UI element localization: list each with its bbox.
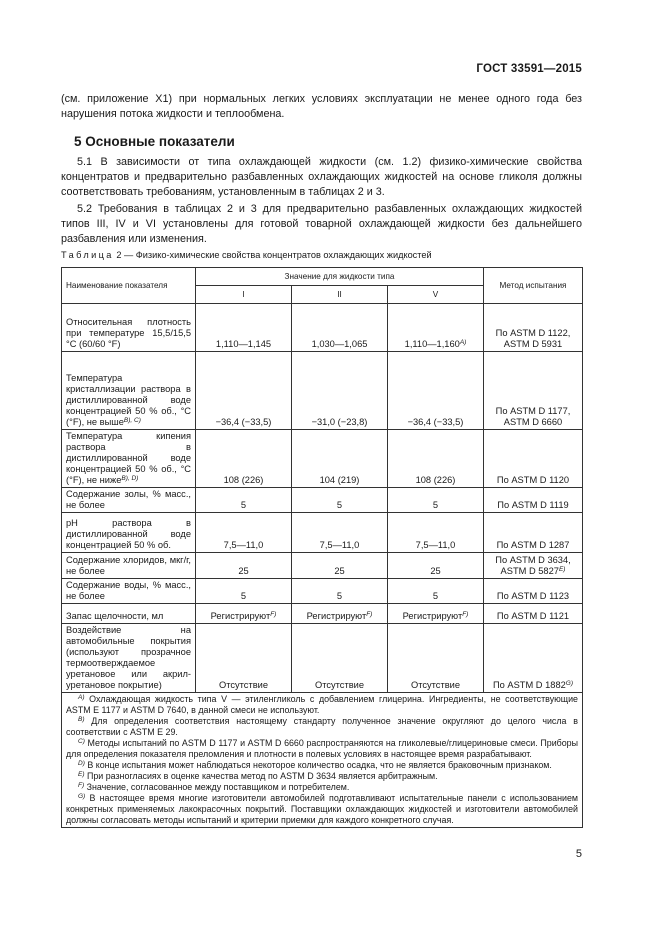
header-method: Метод испытания	[484, 268, 583, 304]
cell-type-2	[292, 553, 388, 579]
properties-table	[61, 267, 583, 828]
cell-indicator-text: Содержание воды, % масс., не более	[66, 580, 191, 601]
cell-type-2-text: 1,030—1,065	[311, 339, 368, 349]
footnote-mark: F)	[78, 782, 85, 789]
footnote-mark: E)	[78, 771, 85, 778]
table-row	[62, 513, 583, 553]
cell-indicator-text: Воздействие на автомобильные покрытия (используют прозрачное термоотверждаемое уретановое или акрил-уретановое покрытие)	[66, 625, 191, 690]
cell-indicator	[62, 579, 196, 604]
cell-type-5-text: 108 (226)	[415, 475, 456, 485]
footnote-text: В конце испытания может наблюдаться некоторое количество осадка, что не является браковочным признаком.	[84, 760, 552, 770]
cell-type-1-text: 108 (226)	[223, 475, 264, 485]
footnote	[66, 793, 578, 826]
cell-type-5	[388, 352, 484, 430]
cell-type-2-text: Регистрируют	[306, 611, 367, 621]
cell-type-2	[292, 604, 388, 624]
footnote-mark: C)	[78, 738, 85, 745]
cell-method	[484, 430, 583, 488]
header-type-5: V	[388, 286, 484, 304]
cell-type-5-text: 25	[430, 566, 441, 576]
header-name: Наименование показателя	[62, 268, 196, 304]
cell-indicator	[62, 513, 196, 553]
table-row	[62, 304, 583, 352]
cell-type-2	[292, 352, 388, 430]
cell-type-2-text: 104 (219)	[319, 475, 360, 485]
cell-method-text: По ASTM D 1177, ASTM D 6660	[495, 406, 571, 427]
footnote-ref: F)	[366, 611, 373, 618]
cell-type-1-text: 1,110—1,145	[215, 339, 272, 349]
cell-indicator-text: Запас щелочности, мл	[66, 611, 164, 621]
cell-type-1	[196, 604, 292, 624]
footnote-ref: B), C)	[123, 417, 141, 424]
footnote-mark: B)	[78, 716, 85, 723]
page-number: 5	[575, 848, 582, 860]
cell-type-1	[196, 352, 292, 430]
footnote-mark: D)	[78, 760, 85, 767]
table-caption-label: Таблица	[61, 250, 114, 260]
table-row	[62, 352, 583, 430]
footnote-text: Методы испытаний по ASTM D 1177 и ASTM D 6660 распространяются на гликолевые/глицериновые смеси. Приборы для определения показателя преломления и плотности в полевых условиях в настоящее время разрабатывают.	[66, 738, 578, 759]
table-row	[62, 579, 583, 604]
cell-indicator-text: Содержание хлоридов, мкг/г, не более	[66, 555, 191, 576]
cell-indicator-text: pH раствора в дистиллированной воде концентрацией 50 % об.	[66, 518, 191, 550]
cell-indicator-text: Температура кристаллизации раствора в дистиллированной воде концентрацией 50 % об., °C (°F), не выше	[66, 373, 191, 427]
cell-method-text: По ASTM D 3634, ASTM D 5827	[495, 555, 571, 576]
footnote	[66, 782, 578, 793]
footnote-mark: A)	[78, 694, 85, 701]
cell-type-5-text: Регистрируют	[402, 611, 463, 621]
cell-method-text: По ASTM D 1882	[492, 680, 566, 690]
cell-type-1-text: −36,4 (−33,5)	[215, 417, 272, 427]
cell-indicator	[62, 553, 196, 579]
paragraph-5-1: 5.1 В зависимости от типа охлаждающей жидкости (см. 1.2) физико-химические свойства концентратов и предварительно разбавленных охлаждающих жидкостей на основе гликоля должны соответствовать требованиям, установленным в таблицах 2 и 3.	[61, 156, 582, 198]
cell-type-1-text: 25	[238, 566, 249, 576]
cell-type-1	[196, 513, 292, 553]
cell-indicator	[62, 624, 196, 693]
cell-method	[484, 304, 583, 352]
cell-indicator	[62, 430, 196, 488]
cell-indicator	[62, 488, 196, 513]
cell-type-2	[292, 624, 388, 693]
footnote-ref: A)	[459, 339, 467, 346]
table-caption-text: 2 — Физико-химические свойства концентратов охлаждающих жидкостей	[113, 250, 432, 260]
cell-method	[484, 624, 583, 693]
cell-indicator	[62, 352, 196, 430]
cell-indicator-text: Содержание золы, % масс., не более	[66, 489, 191, 510]
cell-type-2-text: 7,5—11,0	[319, 540, 360, 550]
footnote-ref: E)	[558, 566, 566, 573]
footnote	[66, 738, 578, 760]
footnote-ref: G)	[565, 680, 574, 687]
header-type-2: II	[292, 286, 388, 304]
footnote	[66, 694, 578, 716]
table-row	[62, 553, 583, 579]
cell-type-2-text: 5	[336, 591, 343, 601]
footnote-text: При разногласиях в оценке качества метод по ASTM D 3634 является арбитражным.	[84, 771, 438, 781]
footnote-ref: F)	[270, 611, 277, 618]
cell-method-text: По ASTM D 1120	[496, 475, 570, 485]
cell-type-1-text: Регистрируют	[210, 611, 271, 621]
cell-method	[484, 604, 583, 624]
cell-type-5	[388, 430, 484, 488]
cell-type-2-text: 25	[334, 566, 345, 576]
cell-type-5-text: Отсутствие	[410, 680, 461, 690]
cell-type-5	[388, 579, 484, 604]
cell-type-1-text: 5	[240, 500, 247, 510]
cell-method-text: По ASTM D 1119	[497, 500, 569, 510]
footnote-text: В настоящее время многие изготовители автомобилей подготавливают испытательные панели с использованием конкретных применяемых лакокрасочных покрытий. Поставщики охлаждающих жидкостей и изготовители автомобилей должны согласовать методы испытаний и критерии приемки для каждого конкретного случая.	[66, 793, 578, 825]
cell-type-1	[196, 430, 292, 488]
table-row	[62, 430, 583, 488]
cell-type-1-text: Отсутствие	[218, 680, 269, 690]
cell-indicator	[62, 304, 196, 352]
cell-method	[484, 553, 583, 579]
cell-method	[484, 513, 583, 553]
section-paragraphs	[61, 155, 582, 249]
cell-type-1	[196, 579, 292, 604]
footnote	[66, 716, 578, 738]
cell-type-5	[388, 624, 484, 693]
cell-type-2-text: −31,0 (−23,8)	[311, 417, 368, 427]
cell-type-5-text: −36,4 (−33,5)	[407, 417, 464, 427]
cell-type-5-text: 5	[432, 591, 439, 601]
cell-type-2	[292, 513, 388, 553]
table-caption	[61, 250, 432, 260]
cell-method-text: По ASTM D 1287	[496, 540, 570, 550]
cell-type-5	[388, 304, 484, 352]
footnote	[66, 771, 578, 782]
cell-type-2	[292, 579, 388, 604]
cell-type-2	[292, 488, 388, 513]
footnote-ref: F)	[462, 611, 469, 618]
footnote-text: Для определения соответствия настоящему стандарту полученное значение округляют до целого числа в соответствии с ASTM E 29.	[66, 716, 578, 737]
intro-text: (см. приложение X1) при нормальных легких условиях эксплуатации не менее одного года без нарушения потока жидкости и теплообмена.	[61, 93, 582, 120]
cell-type-5	[388, 604, 484, 624]
table-row	[62, 624, 583, 693]
table-row	[62, 604, 583, 624]
cell-type-2	[292, 430, 388, 488]
cell-type-1	[196, 553, 292, 579]
cell-type-5-text: 1,110—1,160	[404, 339, 460, 349]
footnote-text: Значение, согласованное между поставщиком и потребителем.	[84, 782, 350, 792]
cell-type-5-text: 5	[432, 500, 439, 510]
cell-type-2-text: 5	[336, 500, 343, 510]
cell-indicator-text: Относительная плотность при температуре 15,5/15,5 °C (60/60 °F)	[66, 317, 191, 349]
cell-type-1	[196, 304, 292, 352]
footnote-ref: B), D)	[121, 475, 139, 482]
cell-method-text: По ASTM D 1122, ASTM D 5931	[495, 328, 571, 349]
cell-method-text: По ASTM D 1123	[496, 591, 570, 601]
cell-indicator-text: Температура кипения раствора в дистиллированной воде концентрацией 50 % об., °C (°F), не ниже	[66, 431, 191, 485]
cell-type-5	[388, 513, 484, 553]
cell-type-5-text: 7,5—11,0	[415, 540, 456, 550]
table-row	[62, 488, 583, 513]
cell-method	[484, 352, 583, 430]
paragraph-5-2: 5.2 Требования в таблицах 2 и 3 для предварительно разбавленных охлаждающих жидкостей типов III, IV и VI установлены для готовой товарной охлаждающей жидкости без дальнейшего разбавления или изменения.	[61, 203, 582, 245]
cell-type-1	[196, 624, 292, 693]
cell-type-2-text: Отсутствие	[314, 680, 365, 690]
header-type-1: I	[196, 286, 292, 304]
cell-method-text: По ASTM D 1121	[496, 611, 570, 621]
cell-type-1	[196, 488, 292, 513]
cell-method	[484, 488, 583, 513]
section-title: 5 Основные показатели	[74, 134, 235, 149]
document-code: ГОСТ 33591—2015	[476, 63, 582, 75]
cell-method	[484, 579, 583, 604]
footnote	[66, 760, 578, 771]
header-value-group: Значение для жидкости типа	[196, 268, 484, 286]
cell-type-5	[388, 488, 484, 513]
table-footnotes	[62, 693, 583, 828]
cell-type-5	[388, 553, 484, 579]
cell-type-1-text: 7,5—11,0	[223, 540, 264, 550]
cell-type-2	[292, 304, 388, 352]
footnote-text: Охлаждающая жидкость типа V — этиленгликоль с добавлением глицерина. Ингредиенты, не соответствующие ASTM E 1177 и ASTM D 7640, в данной смеси не используют.	[66, 694, 578, 715]
intro-paragraph	[61, 92, 582, 122]
cell-type-1-text: 5	[240, 591, 247, 601]
cell-indicator	[62, 604, 196, 624]
footnote-mark: G)	[78, 793, 86, 800]
